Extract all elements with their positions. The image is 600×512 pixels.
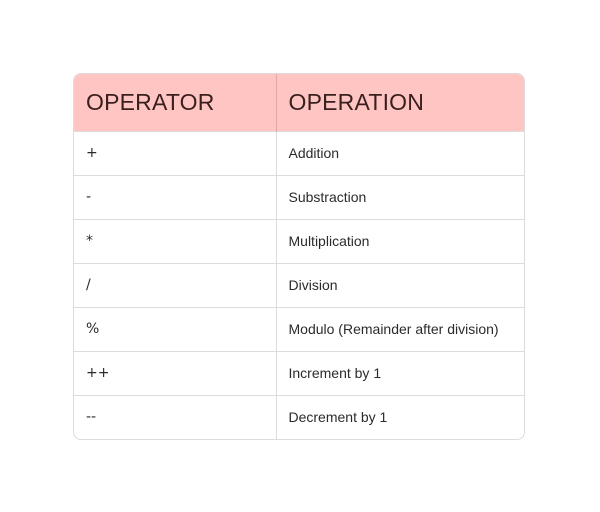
- operator-cell: --: [74, 395, 276, 439]
- operators-table: [73, 73, 525, 440]
- operation-cell: Decrement by 1: [288, 409, 388, 426]
- operator-cell: /: [74, 263, 276, 307]
- operator-cell: +: [74, 131, 276, 175]
- table-row: [74, 395, 524, 439]
- operation-cell: Substraction: [288, 189, 367, 205]
- operation-cell: Multiplication: [288, 233, 370, 249]
- operation-cell: Increment by 1: [288, 365, 382, 381]
- operation-cell: Addition: [288, 145, 340, 161]
- table-header: [74, 74, 524, 131]
- header-row: [74, 74, 524, 131]
- header-operation: OPERATION: [288, 88, 425, 115]
- table-row: [74, 131, 524, 175]
- table-row: [74, 219, 524, 263]
- table-row: [74, 351, 524, 395]
- operation-cell: Modulo (Remainder after division): [288, 321, 499, 337]
- table-row: [74, 175, 524, 219]
- operator-cell: -: [74, 175, 276, 219]
- table-body: [74, 131, 524, 439]
- table-row: [74, 263, 524, 307]
- header-operator: OPERATOR: [74, 74, 276, 131]
- operator-cell: *: [74, 219, 276, 263]
- operators-table-grid: [74, 74, 524, 439]
- operation-cell: Division: [288, 277, 338, 293]
- operator-cell: %: [74, 307, 276, 351]
- table-row: [74, 307, 524, 351]
- operator-cell: ++: [74, 351, 276, 395]
